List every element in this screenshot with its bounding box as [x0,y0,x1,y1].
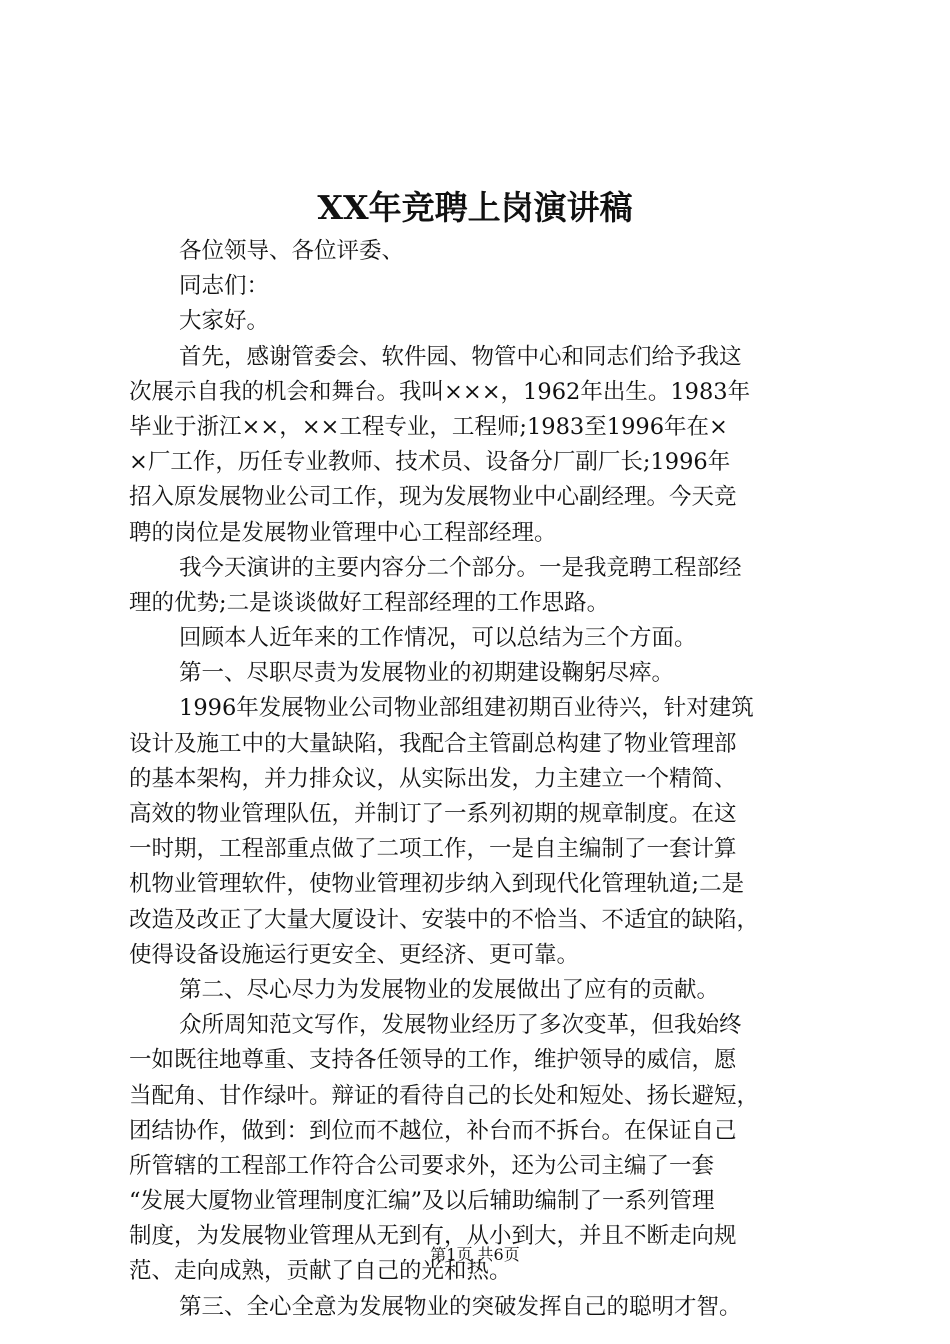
text-line: 回顾本人近年来的工作情况，可以总结为三个方面。 [179,625,697,652]
text-line: “发展大厦物业管理制度汇编”及以后辅助编制了一系列管理 [129,1188,715,1215]
text-line: 理的优势;二是谈谈做好工程部经理的工作思路。 [129,589,610,616]
text-line: 一如既往地尊重、支持各任领导的工作，维护领导的威信，愿 [129,1047,737,1074]
text-line: 设计及施工中的大量缺陷，我配合主管副总构建了物业管理部 [129,730,737,757]
text-line: 第二、尽心尽力为发展物业的发展做出了应有的贡献。 [179,976,720,1003]
text-line: 聘的岗位是发展物业管理中心工程部经理。 [129,519,557,546]
document-body [129,234,834,1325]
text-line: 改造及改正了大量大厦设计、安装中的不恰当、不适宜的缺陷， [129,906,760,933]
page-footer: 第1页 共6页 [430,1245,520,1264]
text-line: ×厂工作，历任专业教师、技术员、设备分厂副厂长;1996年 [129,449,731,476]
text-line: 使得设备设施运行更安全、更经济、更可靠。 [129,941,580,968]
text-line: 第三、全心全意为发展物业的突破发挥自己的聪明才智。 [179,1293,742,1320]
text-line: 范、走向成熟，贡献了自己的光和热。 [129,1258,512,1285]
text-line: 我今天演讲的主要内容分二个部分。一是我竞聘工程部经 [179,554,742,581]
text-line: 大家好。 [179,308,270,335]
text-line: 的基本架构，并力排众议，从实际出发，力主建立一个精简、 [129,765,737,792]
text-line: 高效的物业管理队伍，并制订了一系列初期的规章制度。在这 [129,801,737,827]
text-line: 所管辖的工程部工作符合公司要求外，还为公司主编了一套 [129,1152,715,1179]
text-line: 一时期，工程部重点做了二项工作，一是自主编制了一套计算 [129,836,737,863]
text-line: 次展示自我的机会和舞台。我叫×××，1962年出生。1983年 [129,378,751,405]
text-line: 第一、尽职尽责为发展物业的初期建设鞠躬尽瘁。 [179,660,675,687]
text-line: 当配角、甘作绿叶。辩证的看待自己的长处和短处、扬长避短， [129,1082,760,1109]
text-line: 机物业管理软件，使物业管理初步纳入到现代化管理轨道;二是 [129,871,745,898]
text-line: 招入原发展物业公司工作，现为发展物业中心副经理。今天竞 [129,484,737,511]
text-line: 首先，感谢管委会、软件园、物管中心和同志们给予我这 [179,343,742,370]
document-title: XX年竞聘上岗演讲稿 [317,188,633,227]
text-line: 各位领导、各位评委、 [179,238,405,264]
text-line: 同志们： [179,273,270,300]
text-line: 制度，为发展物业管理从无到有，从小到大，并且不断走向规 [129,1223,737,1250]
text-line: 团结协作，做到：到位而不越位，补台而不拆台。在保证自己 [129,1117,737,1144]
text-line: 毕业于浙江××，××工程专业，工程师;1983至1996年在× [129,413,728,440]
text-line: 众所周知范文写作，发展物业经历了多次变革，但我始终 [179,1012,742,1039]
text-line: 1996年发展物业公司物业部组建初期百业待兴，针对建筑 [179,695,754,722]
